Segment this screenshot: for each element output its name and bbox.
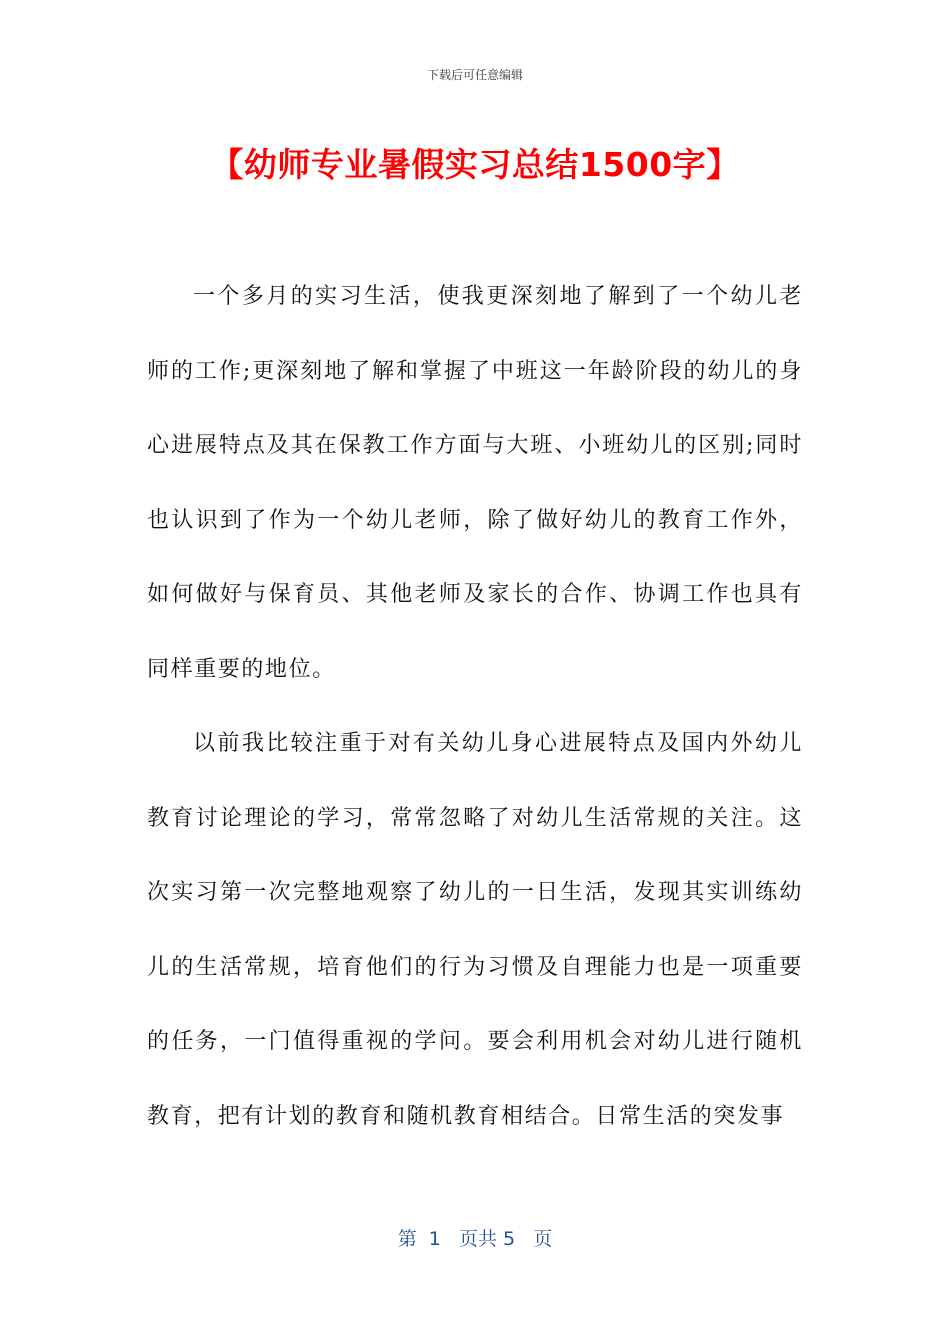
paragraph-2: 以前我比较注重于对有关幼儿身心进展特点及国内外幼儿教育讨论理论的学习，常常忽略了对幼儿生活常规的关注。这次实习第一次完整地观察了幼儿的一日生活，发现其实训练幼儿的生活常规，培育他们的行为习惯及自理能力也是一项重要的任务，一门值得重视的学问。要会利用机会对幼儿进行随机教育，把有计划的教育和随机教育相结合。日常生活的突发事 — [147, 731, 803, 1129]
page-number: 第 1 页共 5 页 — [397, 1228, 553, 1250]
paragraph-1: 一个多月的实习生活，使我更深刻地了解到了一个幼儿老师的工作;更深刻地了解和掌握了中班这一年龄阶段的幼儿的身心进展特点及其在保教工作方面与大班、小班幼儿的区别;同时也认识到了作为一个幼儿老师，除了做好幼儿的教育工作外，如何做好与保育员、其他老师及家长的合作、协调工作也具有同样重要的地位。 — [147, 284, 803, 682]
document-body — [147, 260, 803, 1154]
document-title: 【幼师专业暑假实习总结1500字】 — [210, 145, 740, 184]
header-note: 下载后可任意编辑 — [426, 68, 523, 82]
